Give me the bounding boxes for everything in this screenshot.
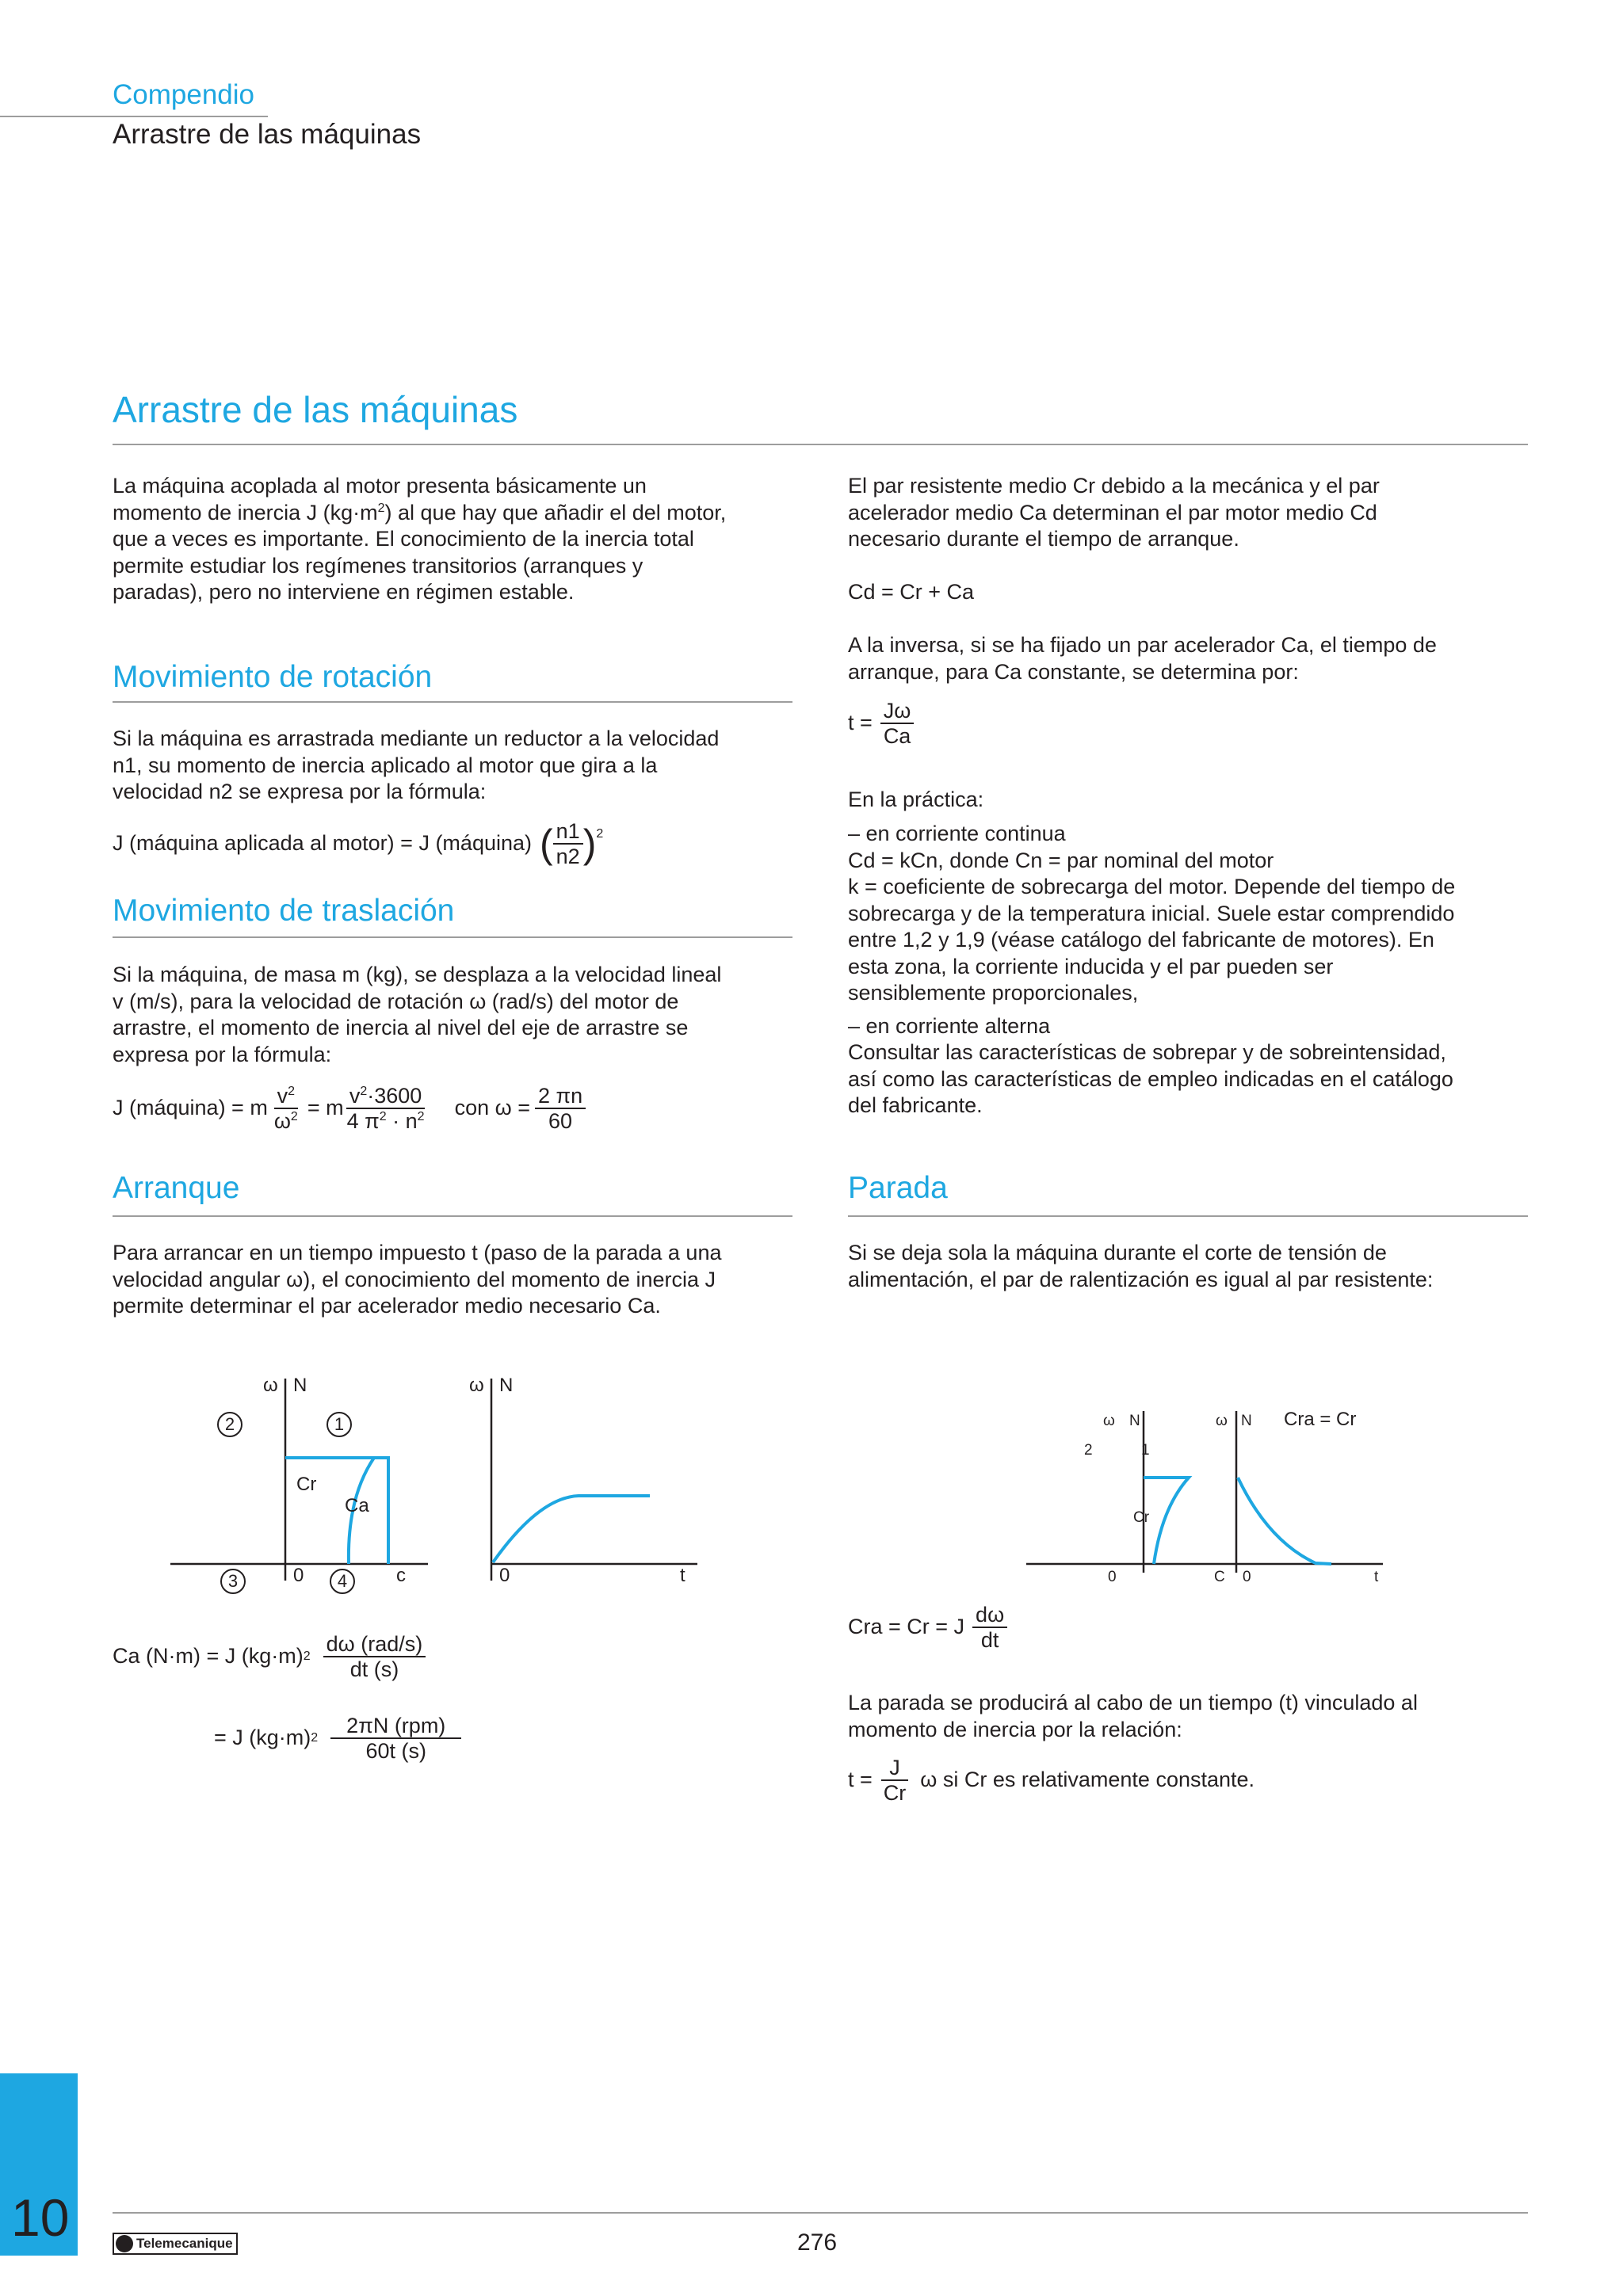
arranque-formula-1: Ca (N·m) = J (kg·m) 2 $\frac{\text{dω (rad/s)}}{dt (s)}$ xyxy=(113,1632,426,1681)
pg1-cr-label: Cr xyxy=(1133,1509,1150,1526)
pg2-n-label: N xyxy=(1241,1413,1252,1429)
arranque-paragraph: Para arrancar en un tiempo impuesto t (paso de la parada a una velocidad angular ω), el conocimiento del momento de inercia J permite determinar el par acelerador medio necesario Ca. xyxy=(113,1241,722,1318)
graph2-speed-curve xyxy=(493,1496,650,1562)
pg1-c-label: C xyxy=(1214,1569,1225,1585)
parada-g1-cr-curve xyxy=(1144,1478,1189,1564)
quadrant-2-marker: 2 xyxy=(217,1412,242,1437)
g1-zero-label: 0 xyxy=(293,1565,304,1586)
practica-list: – en corriente continua Cd = kCn, donde Cn = par nominal del motor k = coeficiente de sobrecarga del motor. Depende del tiempo de sobrecarga y de la temperatura inicial. Suele estar comprendido entre 1,2 y 1,9 (véase catálogo del fabricante de motores). En esta zona, la corriente inducida y el par pueden ser sensiblemente proporcionales, – en corriente alterna Consultar las características de sobrepar y de sobreintensidad, así como las características de empleo indicadas en el catálogo del fabricante. xyxy=(848,822,1456,1117)
parada-g2-speed-curve xyxy=(1238,1478,1331,1564)
pg1-two-label: 2 xyxy=(1084,1442,1093,1459)
practica-label: En la práctica: xyxy=(848,788,984,811)
quadrant-3-marker: 3 xyxy=(220,1569,246,1594)
g2-n-label: N xyxy=(499,1375,514,1396)
footer-rule xyxy=(113,2212,1528,2214)
traslacion-paragraph: Si la máquina, de masa m (kg), se desplaza a la velocidad lineal v (m/s), para la velocidad de rotación ω (rad/s) del motor de arrastre, el momento de inercia al nivel del eje de arrastre se expresa por la fórmula: xyxy=(113,963,722,1066)
parada-rule xyxy=(848,1215,1528,1217)
rotacion-formula: J (máquina aplicada al motor) = J (máquina) ( $\frac{n1}{n2}$ ) 2 xyxy=(113,819,604,868)
traslacion-title: Movimiento de traslación xyxy=(113,894,455,928)
rotacion-paragraph: Si la máquina es arrastrada mediante un reductor a la velocidad n1, su momento de inercia aplicado al motor que gira a la velocidad n2 se expresa por la fórmula: xyxy=(113,727,720,803)
pg1-zero-label: 0 xyxy=(1108,1569,1117,1585)
intro-paragraph: La máquina acoplada al motor presenta básicamente un momento de inercia J $(kg\cdot m^2)$ al que hay que añadir el del motor, que a veces es importante. El conocimiento de la inercia total permite estudiar los regímenes transitorios (arranques y paradas), pero no interviene en régimen estable. xyxy=(113,474,727,604)
right-paragraph-1: El par resistente medio Cr debido a la mecánica y el par acelerador medio Ca determinan el par motor medio Cd necesario durante el tiempo de arranque. xyxy=(848,474,1380,551)
t-formula-parada: t = $\frac{J}{Cr}$ ω si Cr es relativamente constante. xyxy=(848,1756,1255,1805)
parada-paragraph: Si se deja sola la máquina durante el corte de tensión de alimentación, el par de ralentización es igual al par resistente: xyxy=(848,1241,1434,1291)
pg2-omega-label: ω xyxy=(1216,1413,1228,1429)
arranque-rule xyxy=(113,1215,792,1217)
pg1-one-label: 1 xyxy=(1141,1442,1150,1459)
title-rule xyxy=(113,444,1528,445)
header-subtitle: Arrastre de las máquinas xyxy=(113,119,422,150)
chapter-tab xyxy=(0,2073,78,2256)
g1-cr-label: Cr xyxy=(296,1474,317,1495)
brand-name: Telemecanique xyxy=(136,2236,233,2251)
g2-zero-label: 0 xyxy=(499,1565,510,1586)
pg2-cra-label: Cra = Cr xyxy=(1284,1409,1357,1430)
g1-c-label: c xyxy=(396,1565,406,1586)
quadrant-4-marker: 4 xyxy=(330,1569,355,1594)
g1-ca-label: Ca xyxy=(345,1495,369,1516)
section-label: Compendio xyxy=(113,79,254,110)
g2-t-label: t xyxy=(680,1565,685,1586)
right-paragraph-2: A la inversa, si se ha fijado un par acelerador Ca, el tiempo de arranque, para Ca constante, se determina por: xyxy=(848,633,1437,684)
chapter-number: 10 xyxy=(11,2188,70,2247)
arranque-title: Arranque xyxy=(113,1171,240,1205)
g1-n-label: N xyxy=(293,1375,307,1396)
arranque-graph-2 xyxy=(483,1371,705,1592)
page-number: 276 xyxy=(797,2229,838,2256)
parada-graph-1 xyxy=(1022,1406,1244,1581)
parada-title: Parada xyxy=(848,1171,948,1205)
rotacion-rule xyxy=(113,701,792,703)
cd-equation: Cd = Cr + Ca xyxy=(848,580,975,604)
t-formula-arranque: t = $\frac{J\omega}{Ca}$ xyxy=(848,699,914,748)
g2-omega-label: ω xyxy=(469,1375,484,1396)
arranque-formula-2: = J (kg·m) 2 $\frac{\text{2πN (rpm)}}{60t (s)}$ xyxy=(214,1714,461,1763)
rotacion-title: Movimiento de rotación xyxy=(113,660,433,694)
pg2-t-label: t xyxy=(1374,1569,1379,1585)
telemecanique-logo xyxy=(113,2233,238,2255)
header-rule xyxy=(0,116,268,117)
g1-omega-label: ω xyxy=(263,1375,278,1396)
pg1-omega-label: ω xyxy=(1103,1413,1115,1429)
pg1-n-label: N xyxy=(1129,1413,1140,1429)
quadrant-1-marker: 1 xyxy=(327,1412,352,1437)
pg2-zero-label: 0 xyxy=(1243,1569,1251,1585)
logo-mark-icon xyxy=(116,2235,133,2252)
parada-graph-2 xyxy=(1228,1406,1387,1581)
cra-formula: Cra = Cr = J $\frac{d\omega}{dt}$ xyxy=(848,1603,1007,1652)
page-title: Arrastre de las máquinas xyxy=(113,389,518,430)
traslacion-formula: J (máquina) = m $\frac{v^2}{\omega^2}$ = m $\frac{v^2\cdot 3600}{4 \pi^2 \cdot n^2}$ con ω = $\frac{2 \pi n}{60}$ xyxy=(113,1084,586,1133)
parada-paragraph-2: La parada se producirá al cabo de un tiempo (t) vinculado al momento de inercia por la relación: xyxy=(848,1691,1418,1741)
traslacion-rule xyxy=(113,936,792,938)
